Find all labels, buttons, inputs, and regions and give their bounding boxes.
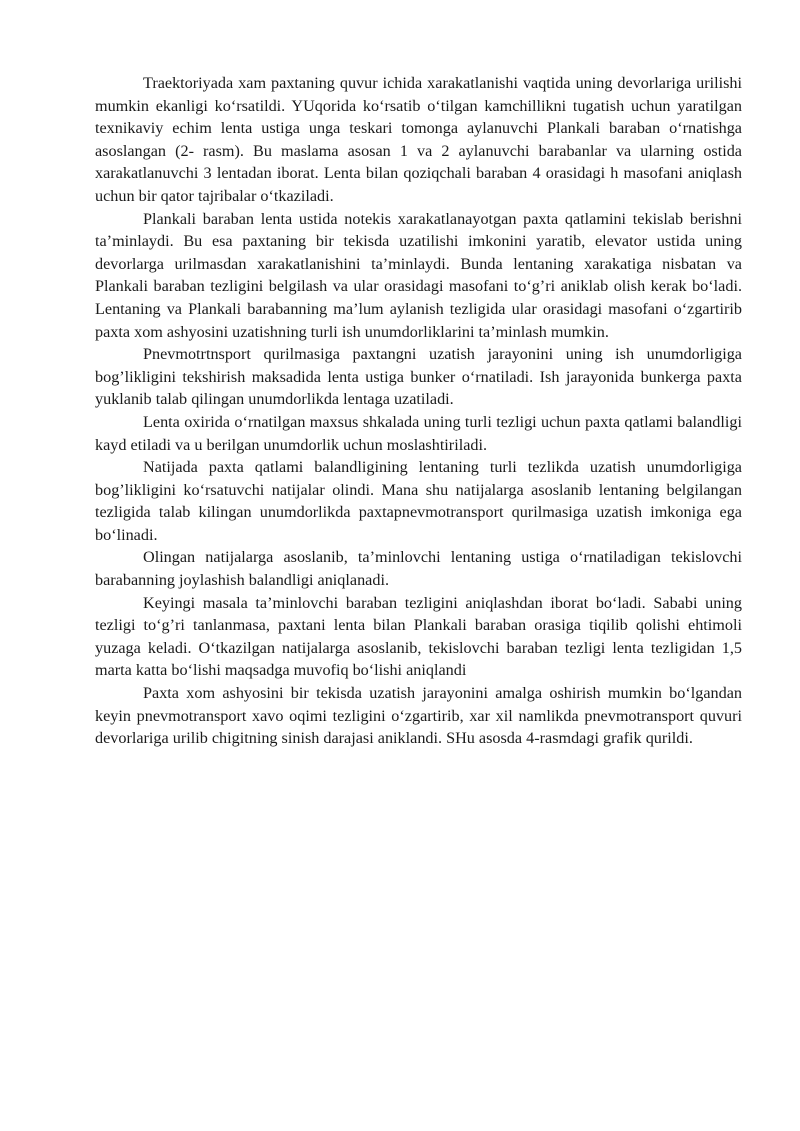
paragraph-graph: Paxta xom ashyosini bir tekisda uzatish jarayonini amalga oshirish mumkin bo‘lgandan keyin pnevmotransport xavo oqimi tezligini o‘zgartirib, xar xil namlikda pnevmotransport quvuri devorlariga urilib chigitning sinish darajasi aniklandi. SHu asosda 4-rasmdagi grafik qurildi. <box>95 684 742 748</box>
paragraph-results: Natijada paxta qatlami balandligining lentaning turli tezlikda uzatish unumdorligiga bog’likligini ko‘rsatuvchi natijalar olindi. Mana shu natijalarga asoslanib lentaning belgilangan tezligida talab kilingan unumdorlikda paxtapnevmotransport qurilmasiga uzatish imkoniga ega bo‘linadi. <box>95 458 742 544</box>
paragraph-scale: Lenta oxirida o‘rnatilgan maxsus shkalada uning turli tezligi uchun paxta qatlami balandligi kayd etiladi va u berilgan unumdorlik uchun moslashtiriladi. <box>95 412 742 454</box>
document-body <box>95 72 742 750</box>
paragraph-pneumotransport: Pnevmotrtnsport qurilmasiga paxtangni uzatish jarayonini uning ish unumdorligiga bog’likligini tekshirish maksadida lenta ustiga bunker o‘rnatiladi. Ish jarayonida bunkerga paxta yuklanib talab qilingan unumdorlikda lentaga uzatiladi. <box>95 345 742 409</box>
paragraph-trajectory: Traektoriyada xam paxtaning quvur ichida xarakatlanishi vaqtida uning devorlariga urilishi mumkin ekanligi ko‘rsatildi. YUqorida ko‘rsatib o‘tilgan kamchillikni tugatish uchun yaratilgan texnikaviy echim lenta ustiga unga teskari tomonga aylanuvchi Plankali baraban o‘rnatishga asoslangan (2- rasm). Bu maslama asosan 1 va 2 aylanuvchi barabanlar va ularning ostida xarakatlanuvchi 3 lentadan iborat. Lenta bilan qoziqchali baraban 4 orasidagi h masofani aniqlash uchun bir qator tajribalar o‘tkaziladi. <box>95 74 742 205</box>
paragraph-plank-drum: Plankali baraban lenta ustida notekis xarakatlanayotgan paxta qatlamini tekislab berishni ta’minlaydi. Bu esa paxtaning bir tekisda uzatilishi imkonini yaratib, elevator ustida uning devorlarga urilmasdan xarakatlanishini ta’minlaydi. Bunda lentaning xarakatiga nisbatan va Plankali baraban tezligini belgilash va ular orasidagi masofani to‘g’ri aniklab olish kerak bo‘ladi. Lentaning va Plankali barabanning ma’lum aylanish tezligida ular orasidagi masofani o‘zgartirib paxta xom ashyosini uzatishning turli ish unumdorliklarini ta’minlash mumkin. <box>95 209 742 341</box>
paragraph-drum-height: Olingan natijalarga asoslanib, ta’minlovchi lentaning ustiga o‘rnatiladigan tekislovchi barabanning joylashish balandligi aniqlanadi. <box>95 548 742 590</box>
paragraph-drum-speed: Keyingi masala ta’minlovchi baraban tezligini aniqlashdan iborat bo‘ladi. Sababi uning tezligi to‘g’ri tanlanmasa, paxtani lenta bilan Plankali baraban orasiga tiqilib qolishi ehtimoli yuzaga keladi. O‘tkazilgan natijalarga asoslanib, tekislovchi baraban tezligi lenta tezligidan 1,5 marta katta bo‘lishi maqsadga muvofiq bo‘lishi aniqlandi <box>95 593 742 680</box>
